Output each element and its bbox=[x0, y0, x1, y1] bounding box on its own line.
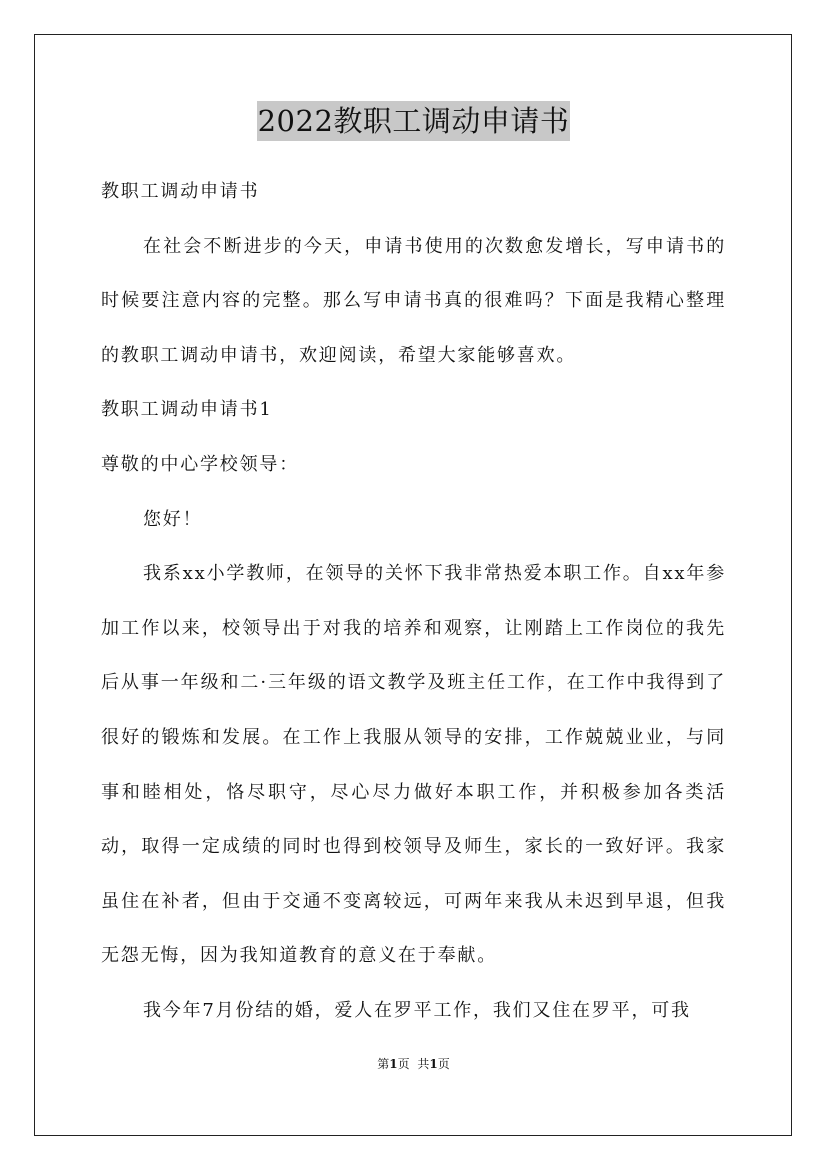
body-paragraph: 我系xx小学教师，在领导的关怀下我非常热爱本职工作。自xx年参加工作以来，校领导出于对我的培养和观察，让刚踏上工作岗位的我先后从事一年级和二·三年级的语文教学及班主任工作，在工作中我得到了很好的锻炼和发展。在工作上我服从领导的安排，工作兢兢业业，与同事和睦相处，恪尽职守，尽心尽力做好本职工作，并积极参加各类活动，取得一定成绩的同时也得到校领导及师生，家长的一致好评。我家虽住在补者，但由于交通不变离较远，可两年来我从未迟到早退，但我无怨无悔，因为我知道教育的意义在于奉献。 bbox=[101, 563, 726, 967]
title-container bbox=[0, 101, 827, 141]
body-paragraph-continued: 我今年7月份结的婚，爱人在罗平工作，我们又住在罗平，可我 bbox=[143, 999, 691, 1021]
total-label-suffix: 页 bbox=[437, 1057, 450, 1071]
total-label-prefix: 共 bbox=[417, 1057, 430, 1071]
intro-paragraph: 在社会不断进步的今天，申请书使用的次数愈发增长，写申请书的时候要注意内容的完整。那么写申请书真的很难吗？下面是我精心整理的教职工调动申请书，欢迎阅读，希望大家能够喜欢。 bbox=[101, 235, 726, 366]
salutation: 尊敬的中心学校领导： bbox=[101, 453, 299, 475]
document-title: 2022教职工调动申请书 bbox=[257, 101, 571, 141]
total-pages: 1 bbox=[429, 1057, 438, 1071]
page-footer bbox=[0, 1056, 827, 1072]
page-number: 1 bbox=[389, 1057, 398, 1071]
greeting: 您好！ bbox=[143, 508, 203, 530]
page-label-suffix: 页 bbox=[397, 1057, 410, 1071]
section-heading: 教职工调动申请书 bbox=[101, 181, 260, 202]
document-body bbox=[101, 165, 726, 1039]
page-label-prefix: 第 bbox=[377, 1057, 390, 1071]
letter-heading: 教职工调动申请书1 bbox=[101, 399, 273, 421]
